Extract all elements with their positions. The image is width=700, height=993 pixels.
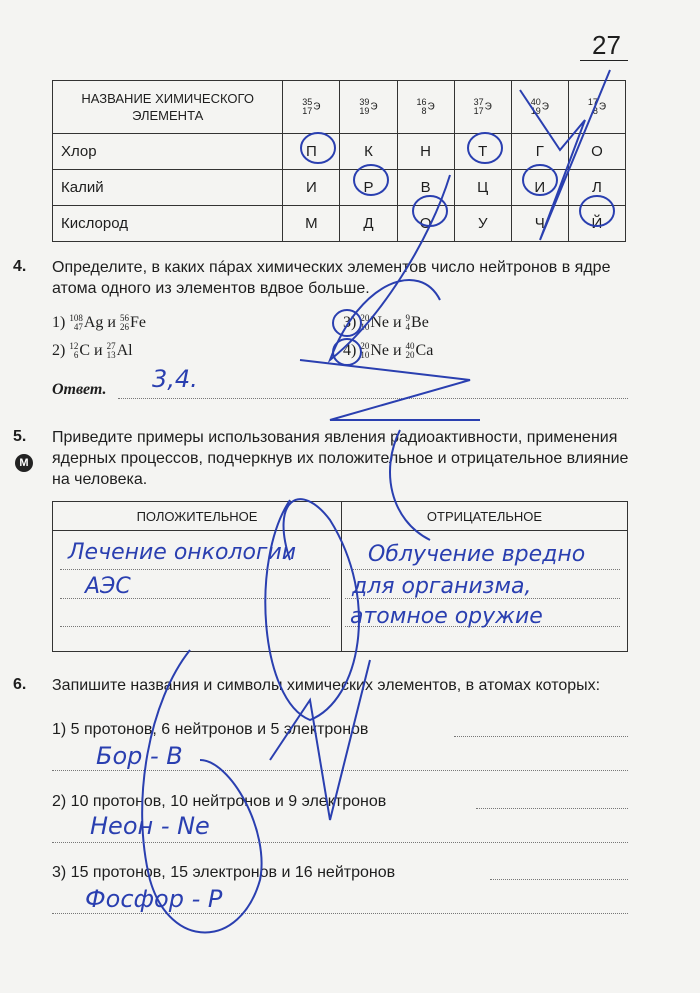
list-item: 1) 5 протонов, 6 нейтронов и 5 электронов (52, 721, 369, 738)
cipher-letter: Н (397, 134, 454, 170)
cipher-letter: Ц (454, 170, 511, 206)
handwritten-answer: Фосфор - P (85, 885, 223, 913)
column-header-positive: ПОЛОЖИТЕЛЬНОЕ (53, 502, 342, 531)
question-number: 4. (13, 258, 27, 275)
cipher-letter: О (397, 206, 454, 242)
handwritten-answer: 3,4. (152, 365, 198, 393)
answer-label: Ответ. (52, 381, 107, 398)
element-name: Хлор (53, 134, 283, 170)
question-number: 6. (13, 676, 27, 693)
page-number: 27 (592, 30, 621, 60)
isotope-header: 40 19 Э (511, 81, 568, 134)
cipher-letter: У (454, 206, 511, 242)
isotope-header: 39 19 Э (340, 81, 397, 134)
list-item: 3) 15 протонов, 15 электронов и 16 нейтронов (52, 864, 396, 881)
cipher-table-header: НАЗВАНИЕ ХИМИЧЕСКОГО ЭЛЕМЕНТА (53, 81, 283, 134)
radioactivity-table (52, 501, 628, 652)
cipher-letter: Й (568, 206, 625, 242)
cipher-table (52, 80, 626, 242)
option: 4) 20 10 Ne и 40 20 Ca (343, 341, 434, 361)
answer-line (118, 398, 628, 399)
option: 1) 108 47 Ag и 56 26 Fe (52, 313, 146, 333)
cipher-letter: К (340, 134, 397, 170)
element-name: Калий (53, 170, 283, 206)
scribble-stroke (300, 360, 480, 420)
handwritten-negative-2: для организма, (352, 574, 532, 599)
option: 2) 12 6 C и 27 13 Al (52, 341, 133, 361)
isotope-header: 37 17 Э (454, 81, 511, 134)
handwritten-positive-2: АЭС (85, 574, 131, 599)
cipher-letter: О (568, 134, 625, 170)
cipher-letter: В (397, 170, 454, 206)
question-text: Определите, в каких пáрах химических элементов число нейтронов в ядре атома одного из элементов вдвое больше. (52, 259, 611, 297)
cipher-letter: П (283, 134, 340, 170)
handwritten-answer: Бор - B (96, 742, 183, 770)
cipher-letter: Р (340, 170, 397, 206)
column-header-negative: ОТРИЦАТЕЛЬНОЕ (342, 502, 628, 531)
list-item: 2) 10 протонов, 10 нейтронов и 9 электронов (52, 793, 387, 810)
cipher-letter: М (283, 206, 340, 242)
m-badge-icon: М (15, 454, 33, 472)
handwritten-negative-3: атомное оружие (350, 604, 543, 629)
handwritten-positive-1: Лечение онкологии (68, 540, 297, 565)
cipher-letter: И (283, 170, 340, 206)
handwritten-answer: Неон - Ne (90, 812, 210, 840)
isotope-header: 16 8 Э (397, 81, 454, 134)
table-row (53, 170, 626, 206)
cipher-letter: Л (568, 170, 625, 206)
page-number-rule (580, 60, 628, 61)
question-text: Запишите названия и символы химических элементов, в атомах которых: (52, 677, 601, 694)
cipher-letter: Ч (511, 206, 568, 242)
table-row (53, 206, 626, 242)
table-row (53, 134, 626, 170)
question-number: 5. (13, 428, 27, 445)
isotope-header: 17 8 Э (568, 81, 625, 134)
handwritten-negative-1: Облучение вредно (368, 542, 586, 567)
cipher-letter: Т (454, 134, 511, 170)
question-text: Приведите примеры использования явления радиоактивности, применения ядерных процессов, подчеркнув их положительное и отрицательное влияние на человека. (52, 429, 629, 488)
cipher-letter: Д (340, 206, 397, 242)
cipher-letter: Г (511, 134, 568, 170)
element-name: Кислород (53, 206, 283, 242)
isotope-header: 35 17 Э (283, 81, 340, 134)
cipher-letter: И (511, 170, 568, 206)
option: 3) 20 10 Ne и 9 4 Be (343, 313, 429, 333)
